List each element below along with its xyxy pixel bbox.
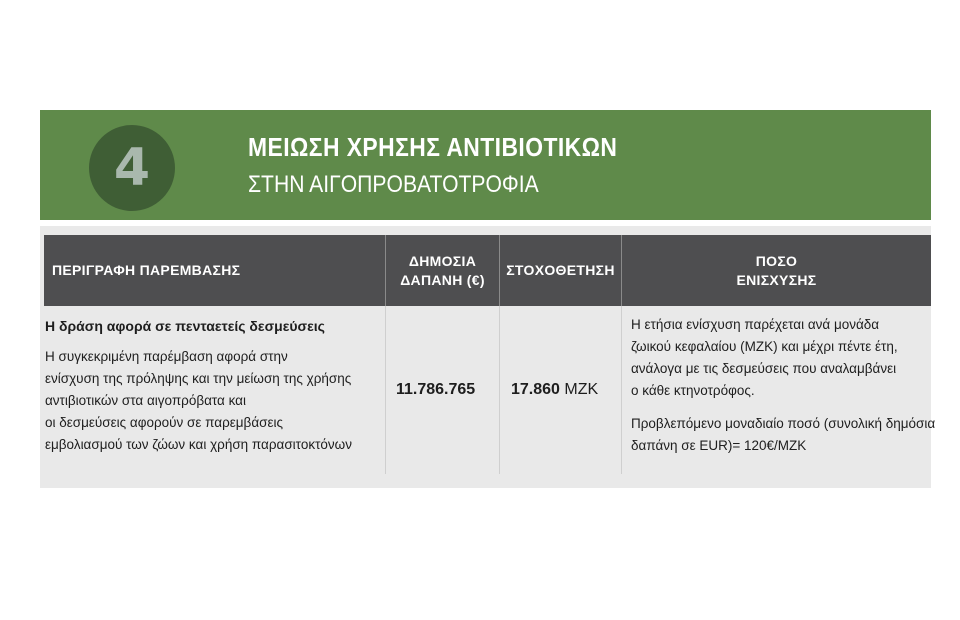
header-divider (621, 235, 622, 306)
description-line: οι δεσμεύσεις αφορούν σε παρεμβάσεις (45, 415, 283, 430)
amount-line: ζωικού κεφαλαίου (ΜΖΚ) και μέχρι πέντε έτη, (631, 339, 898, 354)
column-divider (621, 306, 622, 474)
description-line: αντιβιοτικών στα αιγοπρόβατα και (45, 393, 246, 408)
target-value-cell (511, 381, 598, 399)
header-amount-line1: ΠΟΣΟ (755, 252, 798, 269)
header-public-spending (386, 235, 499, 306)
banner-title: ΜΕΙΩΣΗ ΧΡΗΣΗΣ ΑΝΤΙΒΙΟΤΙΚΩΝ (248, 132, 618, 162)
public-spending-value: 11.786.765 (396, 381, 476, 398)
amount-paragraph-1 (631, 314, 898, 402)
header-description-label: ΠΕΡΙΓΡΑΦΗ ΠΑΡΕΜΒΑΣΗΣ (52, 262, 241, 278)
amount-line: Προβλεπόμενο μοναδιαίο ποσό (συνολική δημόσια (631, 416, 936, 431)
column-divider (499, 306, 500, 474)
header-amount-line2: ΕΝΙΣΧΥΣΗΣ (736, 271, 817, 288)
header-target (500, 235, 621, 306)
column-divider (385, 306, 386, 474)
header-amount (622, 235, 931, 306)
header-divider (499, 235, 500, 306)
description-heading: Η δράση αφορά σε πενταετείς δεσμεύσεις (45, 318, 325, 334)
amount-line: δαπάνη σε EUR)= 120€/ΜΖΚ (631, 438, 807, 453)
target-value: 17.860 (511, 381, 560, 398)
amount-line: ανάλογα με τις δεσμεύσεις που αναλαμβάνει (631, 361, 897, 376)
header-public-spending-line1: ΔΗΜΟΣΙΑ (408, 252, 477, 269)
header-public-spending-line2: ΔΑΠΑΝΗ (€) (400, 271, 485, 288)
description-body (45, 346, 352, 456)
section-number: 4 (113, 138, 151, 198)
header-target-label: ΣΤΟΧΟΘΕΤΗΣΗ (506, 262, 615, 278)
amount-paragraph-2 (631, 413, 935, 457)
section-number-badge (89, 125, 175, 211)
header-description (52, 235, 382, 306)
amount-line: Η ετήσια ενίσχυση παρέχεται ανά μονάδα (631, 317, 880, 332)
description-line: ενίσχυση της πρόληψης και την μείωση της χρήσης (45, 371, 352, 386)
header-divider (385, 235, 386, 306)
banner-subtitle: ΣΤΗΝ ΑΙΓΟΠΡΟΒΑΤΟΤΡΟΦΙΑ (248, 171, 539, 198)
amount-line: ο κάθε κτηνοτρόφος. (631, 383, 755, 398)
description-line: Η συγκεκριμένη παρέμβαση αφορά στην (45, 349, 288, 364)
target-unit: ΜΖΚ (564, 381, 599, 398)
description-line: εμβολιασμού των ζώων και χρήση παρασιτοκτόνων (45, 437, 352, 452)
